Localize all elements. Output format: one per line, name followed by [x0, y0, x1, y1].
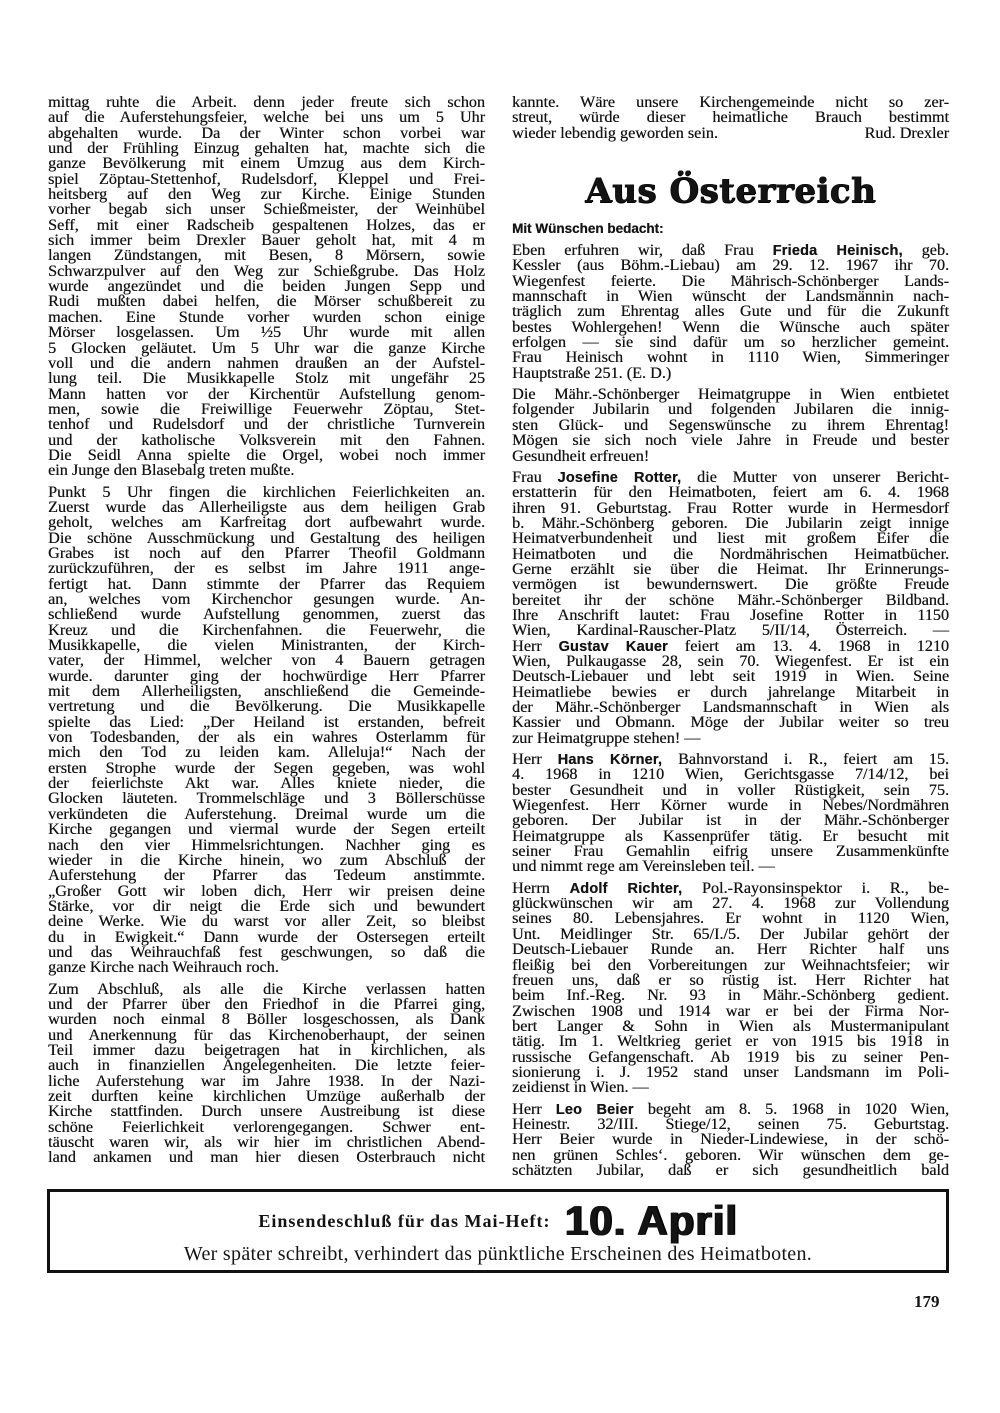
text-line: heitsberg auf den Weg zur Kirche. Einige Stunden — [48, 185, 485, 204]
text-line: Mögen sie sich noch viele Jahre in Freude und bester — [512, 431, 949, 450]
text-line: russische Gefangenschaft. Ab 1919 bis zu seiner Pen- — [512, 1047, 949, 1066]
text-line: wurden noch einmal 8 Böller losgeschossen, als Dank — [48, 1010, 485, 1029]
text-line: Zuerst wurde das Allerheiligste aus dem heiligen Grab — [48, 497, 485, 516]
text-line: tenhof und Rudelsdorf und der christliche Turnverein — [48, 415, 485, 434]
text-line: 5 Glocken geläutet. Um 5 Uhr war die ganze Kirche — [48, 338, 485, 357]
text-line: Auferstehung der Pfarrer das Tedeum anstimmte. — [48, 866, 485, 885]
text-line: kannte. Wäre unsere Kirchengemeinde nicht so zer- — [512, 93, 949, 111]
text-line: tätig. Im 1. Weltkrieg geriet er von 1915 bis 1918 in — [512, 1032, 949, 1051]
text-line: Heimatboten und die Nordmährischen Heimatbücher. — [512, 544, 949, 563]
text-line: men, sowie die Freiwillige Feuerwehr Zöptau, Stet- — [48, 399, 485, 418]
text-line: sionierung i. J. 1952 stand unser Landsmann im Poli- — [512, 1062, 949, 1081]
text-line: Heinestr. 32/III. Stiege/12, seinen 75. Geburtstag. — [512, 1114, 949, 1133]
text-line: zur Heimatgruppe stehen! — — [512, 728, 701, 747]
text-line: ersten Strophe wurde der Segen gegeben, was wohl — [48, 758, 485, 777]
person-name: Leo Beier — [555, 1101, 634, 1118]
text-line: Stärke, vor dir neigt die Erde sich und bewundert — [48, 896, 485, 915]
text-line: Wien, Kardinal-Rauscher-Platz 5/II/14, Österreich. — — [512, 621, 949, 640]
text-line: ganze Kirche nach Weihrauch roch. — [48, 958, 279, 977]
text-line: wurde angezündet und die beiden Jungen Sepp und — [48, 277, 485, 296]
text-line: bestes Wohlergehen! Wenn die Wünsche auch später — [512, 317, 949, 336]
person-name: Adolf Richter, — [569, 880, 683, 897]
text-line: Hauptstraße 251. (E. D.) — [512, 363, 672, 382]
text-line: „Großer Gott wir loben dich, Herr wir preisen deine — [48, 881, 485, 900]
text-line: Wien, Pulkaugasse 28, sein 70. Wiegenfest. Er ist ein — [512, 651, 949, 670]
text-line: Herr Hans Körner, Bahnvorstand i. R., feiert am 15. — [512, 750, 949, 769]
text-line: erstatterin für den Heimatboten, feiert am 6. 4. 1968 — [512, 483, 949, 502]
text-line: Herr Gustav Kauer feiert am 13. 4. 1968 in 1210 — [512, 636, 950, 655]
text-line: Herr Leo Beier begeht am 8. 5. 1968 in 1020 Wien, — [512, 1099, 949, 1118]
paragraph — [48, 95, 485, 479]
text-line: wurde. darunter ging der hochwürdige Herr Pfarrer — [48, 666, 485, 685]
text-line: Punkt 5 Uhr fingen die kirchlichen Feierlichkeiten an. — [48, 482, 485, 501]
text-line: Frau Heinisch wohnt in 1110 Wien, Simmeringer — [512, 348, 949, 367]
text-line: der Mähr.-Schönberger Landsmannschaft in Wien als — [512, 698, 949, 716]
text-line: erfolgen — sie sind dafür um so herzlicher gemeint. — [512, 333, 949, 352]
text-line: an, welches vom Kirchenchor gesungen wurde. An- — [48, 590, 485, 608]
text-line: Kirche gegangen und viermal wurde der Segen erteilt — [48, 820, 485, 839]
left-column — [48, 95, 485, 1172]
text-line: seines 80. Lebensjahres. Er wohnt in 1120 Wien, — [512, 909, 949, 928]
text-line: Kessler (aus Böhm.-Liebau) am 29. 12. 1967 ihr 70. — [512, 256, 949, 275]
text-line: Schwarzpulver auf den Weg zur Schießgrube. Das Holz — [48, 261, 485, 280]
person-name: Hans Körner, — [557, 752, 663, 769]
text-line: mich den Tod zu leiden kam. Alleluja!“ Nach der — [48, 743, 485, 762]
text-line: b. Mähr.-Schönberg geboren. Die Jubilarin zeigt innige — [512, 513, 949, 532]
text-line: ein Junge den Blasebalg treten mußte. — [48, 461, 295, 480]
text-line: du in Ewigkeit.“ Dann wurde der Ostersegen erteilt — [48, 927, 485, 946]
text-line: Deutsch-Liebauer und lebt seit 1919 in Wien. Seine — [512, 667, 949, 686]
text-line: liche Auferstehung war im Jahre 1938. In der Nazi- — [48, 1071, 485, 1090]
section-heading: Aus Österreich — [585, 171, 876, 212]
text-line: Grabes ist noch auf den Pfarrer Theofil Goldmann — [48, 543, 485, 562]
text-line: täuscht waren wir, als wir hier im christlichen Abend- — [48, 1133, 485, 1152]
text-line: und das Weihrauchfaß fest geschwungen, so daß die — [48, 942, 485, 961]
text-line: schließend wurde Aufstellung genommen, zuerst das — [48, 605, 485, 624]
text-line: Deutsch-Liebauer Runde an. Herr Richter half uns — [512, 940, 949, 959]
text-line: ganze Bevölkerung mit einem Umzug aus dem Kirch- — [48, 154, 485, 173]
text-line: und der Frühling Einzug gehalten hat, machte sich die — [48, 139, 485, 158]
text-line: Die schöne Ausschmückung und Gestaltung des heiligen — [48, 528, 485, 547]
text-line: träglich zum Ehrentag alles Gute und für die Zukunft — [512, 302, 949, 321]
text-line: sten Glück- und Segenswünsche zu ihrem Ehrentag! — [512, 415, 949, 434]
text-line: seiner Frau Gemahlin eifrig unsere Zusammenkünfte — [512, 842, 949, 861]
text-line: Mörser losgelassen. Um ½5 Uhr wurde mit allen — [48, 323, 485, 342]
text-line: Wiegenfest feierte. Die Mährisch-Schönberger Lands- — [512, 271, 949, 290]
text-line: Gesundheit erfreuen! — [512, 446, 650, 465]
text-line: vater, der Himmel, welcher von 4 Bauern getragen — [48, 651, 485, 670]
text-line: Herr Beier wurde in Nieder-Lindewiese, in der schö- — [512, 1130, 949, 1149]
text-line: Unt. Meidlinger Str. 65/I./5. Der Jubilar gehört der — [512, 924, 949, 943]
text-line: Heimatverbundenheit und liest mit großem Eifer die — [512, 529, 949, 548]
paragraph — [512, 752, 949, 875]
text-line: und der Pfarrer über den Friedhof in die Pfarrei ging, — [48, 994, 485, 1013]
text-line: Die Mähr.-Schönberger Heimatgruppe in Wien entbietet — [512, 385, 949, 404]
text-line: lung teil. Die Musikkapelle Stolz mit ungefähr 25 — [48, 369, 485, 388]
text-line: Zum Abschluß, als alle die Kirche verlassen hatten — [48, 979, 485, 998]
text-line: deine Werke. Wie du warst vor aller Zeit, so bleibst — [48, 912, 485, 931]
text-line: Die Seidl Anna spielte die Orgel, wobei noch immer — [48, 445, 485, 464]
text-line: Herrn Adolf Richter, Pol.-Rayonsinspektor i. R., be- — [512, 878, 949, 897]
text-line: und der katholische Volksverein mit den Fahnen. — [48, 430, 485, 449]
text-line: zeidienst in Wien. — — [512, 1078, 649, 1097]
text-line: Musikkapelle, die vielen Ministranten, der Kirch- — [48, 636, 485, 655]
text-line: Kreuz und die Kirchenfahnen. die Feuerwehr, die — [48, 620, 485, 639]
text-line: wieder in die Kirche hinein, wo zum Abschluß der — [48, 850, 485, 869]
paragraph — [512, 243, 949, 381]
person-name: Gustav Kauer — [558, 638, 668, 655]
paragraph — [48, 979, 485, 1167]
text-line: bester Gesundheit und in voller Rüstigkeit, sein 75. — [512, 780, 949, 799]
text-line: spielte das Lied: „Der Heiland ist erstanden, befreit — [48, 712, 485, 731]
text-line: auch in finanziellen Angelegenheiten. Die letzte feier- — [48, 1056, 485, 1075]
text-line: Ihre Anschrift lautet: Frau Josefine Rotter in 1150 — [512, 605, 949, 624]
text-line: Zwischen 1908 und 1914 war er bei der Firma Nor- — [512, 1001, 949, 1020]
text-line: Mann hatten vor der Kirchentür Aufstellung genom- — [48, 384, 485, 403]
text-line: schätzten Jubilar, daß er sich gesundheitlich bald — [512, 1160, 949, 1179]
page-number: 179 — [914, 1292, 940, 1311]
text-line: und nimmt rege am Vereinsleben teil. — — [512, 857, 775, 876]
text-line: nach den vier Himmelsrichtungen. Nachher ging es — [48, 835, 485, 854]
text-line: beim Inf.-Reg. Nr. 93 in Mähr.-Schönberg gedient. — [512, 986, 949, 1005]
closing-text: wieder lebendig geworden sein. — [512, 123, 718, 142]
text-line: Glocken läuteten. Trommelschläge und 3 Böllerschüsse — [48, 789, 485, 808]
deadline-note: Wer später schreibt, verhindert das pünktliche Erscheinen des Heimatboten. — [183, 1243, 813, 1265]
text-line: mittag ruhte die Arbeit. denn jeder freute sich schon — [48, 93, 485, 111]
person-name: Josefine Rotter, — [557, 469, 682, 486]
text-line: ihren 91. Geburtstag. Frau Rotter wurde in Hermesdorf — [512, 498, 949, 517]
text-line: glückwünschen wir am 27. 4. 1968 zur Vollendung — [512, 894, 949, 913]
text-line: Heimatliebe bewies er durch jahrelange Mitarbeit in — [512, 682, 949, 701]
text-line: folgender Jubilarin und folgenden Jubilaren die innig- — [512, 400, 949, 419]
text-line: streut, würde dieser heimatliche Brauch bestimmt — [512, 108, 949, 127]
text-line: Rudi mußten dabei helfen, die Mörser schußbereit zu — [48, 292, 485, 311]
paragraph — [512, 387, 949, 464]
text-line: land ankamen und man hier diesen Osterbrauch nicht — [48, 1148, 485, 1167]
text-line: machen. Eine Stunde vorher wurden schon einige — [48, 307, 485, 326]
text-line: geholt, welches am Karfreitag dort aufbewahrt wurde. — [48, 513, 485, 532]
text-line: Wiegenfest. Herr Körner wurde in Nebes/Nordmähren — [512, 796, 949, 815]
deadline-date: 10. April — [564, 1197, 738, 1244]
article-ending — [512, 95, 949, 141]
text-line: Kirche stattfinden. Durch unsere Austreibung ist diese — [48, 1102, 485, 1121]
section-subheading: Mit Wünschen bedacht: — [512, 221, 664, 237]
paragraph — [512, 467, 950, 747]
right-column — [512, 95, 949, 1184]
paragraph — [48, 482, 485, 977]
text-line: fertigt hat. Dann stimmte der Pfarrer das Requiem — [48, 574, 485, 593]
text-line: und Anerkennung für das Kirchenoberhaupt, der seinen — [48, 1025, 485, 1044]
text-line: auf die Auferstehungsfeier, welche bei uns um 5 Uhr — [48, 108, 485, 127]
text-line: 4. 1968 in 1210 Wien, Gerichtsgasse 7/14/12, bei — [512, 765, 949, 784]
paragraph — [512, 1099, 949, 1179]
text-line: Gerne erzählt sie über die Heimat. Ihr Erinnerungs- — [512, 559, 949, 578]
text-line: fleißig bei den Vorbereitungen zur Weihnachtsfeier; wir — [512, 955, 949, 974]
person-name: Frieda Heinisch, — [772, 243, 903, 260]
text-line: vorher begab sich unser Schießmeister, der Weinhübel — [48, 200, 485, 219]
text-line: Heimatgruppe als Kassenprüfer tätig. Er besucht mit — [512, 826, 949, 845]
deadline-label: Einsendeschluß für das Mai-Heft: — [258, 1210, 551, 1231]
text-line: verkündeten die Auferstehung. Dreimal wurde um die — [48, 804, 485, 823]
text-line: spiel Zöptau-Stettenhof, Rudelsdorf, Kleppel und Frei- — [48, 169, 485, 188]
deadline-notice-box — [47, 1189, 949, 1273]
signature-line — [512, 123, 949, 142]
text-line: Eben erfuhren wir, daß Frau Frieda Heinisch, geb. — [512, 241, 949, 260]
text-line: schöne Feierlichkeit verlorengegangen. Schwer ent- — [48, 1117, 485, 1136]
text-line: zeit durften keine kirchlichen Umzüge außerhalb der — [48, 1087, 485, 1105]
text-line: abgehalten wurde. Da der Winter schon vorbei war — [48, 123, 485, 142]
text-line: langen Zündstangen, mit Besen, 8 Mörsern, sowie — [48, 246, 485, 265]
text-line: Seff, mit einer Radscheib gespaltenen Holzes, das er — [48, 215, 485, 234]
text-line: mannschaft in Wien wünscht der Landsmännin nach- — [512, 287, 949, 306]
text-line: vermögen ist bewundernswert. Die größte Freude — [512, 575, 949, 594]
author-signature: Rud. Drexler — [864, 123, 949, 142]
paragraph — [512, 878, 949, 1097]
text-line: nen grünen Schles‘. geboren. Wir wünschen dem ge- — [512, 1145, 949, 1164]
text-line: bert Langer & Sohn in Wien als Mustermanipulant — [512, 1016, 949, 1035]
text-line: Kassier und Obmann. Möge der Jubilar weiter so treu — [512, 713, 949, 732]
text-line: freuen uns, daß er so rüstig ist. Herr Richter hat — [512, 970, 949, 989]
text-line: zurückzuführen, der es selbst im Jahre 1911 ange- — [48, 559, 485, 578]
text-line: voll und die andern nahmen draußen an der Aufstel- — [48, 353, 485, 372]
text-line: von Todesbanden, der als ein wahres Osterlamm für — [48, 728, 485, 747]
text-line: Teil immer dazu beigetragen hat in kirchlichen, als — [48, 1040, 485, 1059]
text-line: bereitet ihr der schöne Mähr.-Schönberger Bildband. — [512, 590, 949, 609]
text-line: geboren. Der Jubilar ist in der Mähr.-Schönberger — [512, 811, 949, 830]
text-line: vertretung und die Bevölkerung. Die Musikkapelle — [48, 697, 485, 716]
text-line: der feierlichste Akt war. Alles kniete nieder, die — [48, 774, 485, 793]
text-line: mit dem Allerheiligsten, anschließend die Gemeinde- — [48, 682, 485, 701]
text-line: Frau Josefine Rotter, die Mutter von unserer Bericht- — [512, 467, 950, 486]
text-line: sich immer beim Drexler Bauer geholt hat, mit 4 m — [48, 231, 485, 250]
